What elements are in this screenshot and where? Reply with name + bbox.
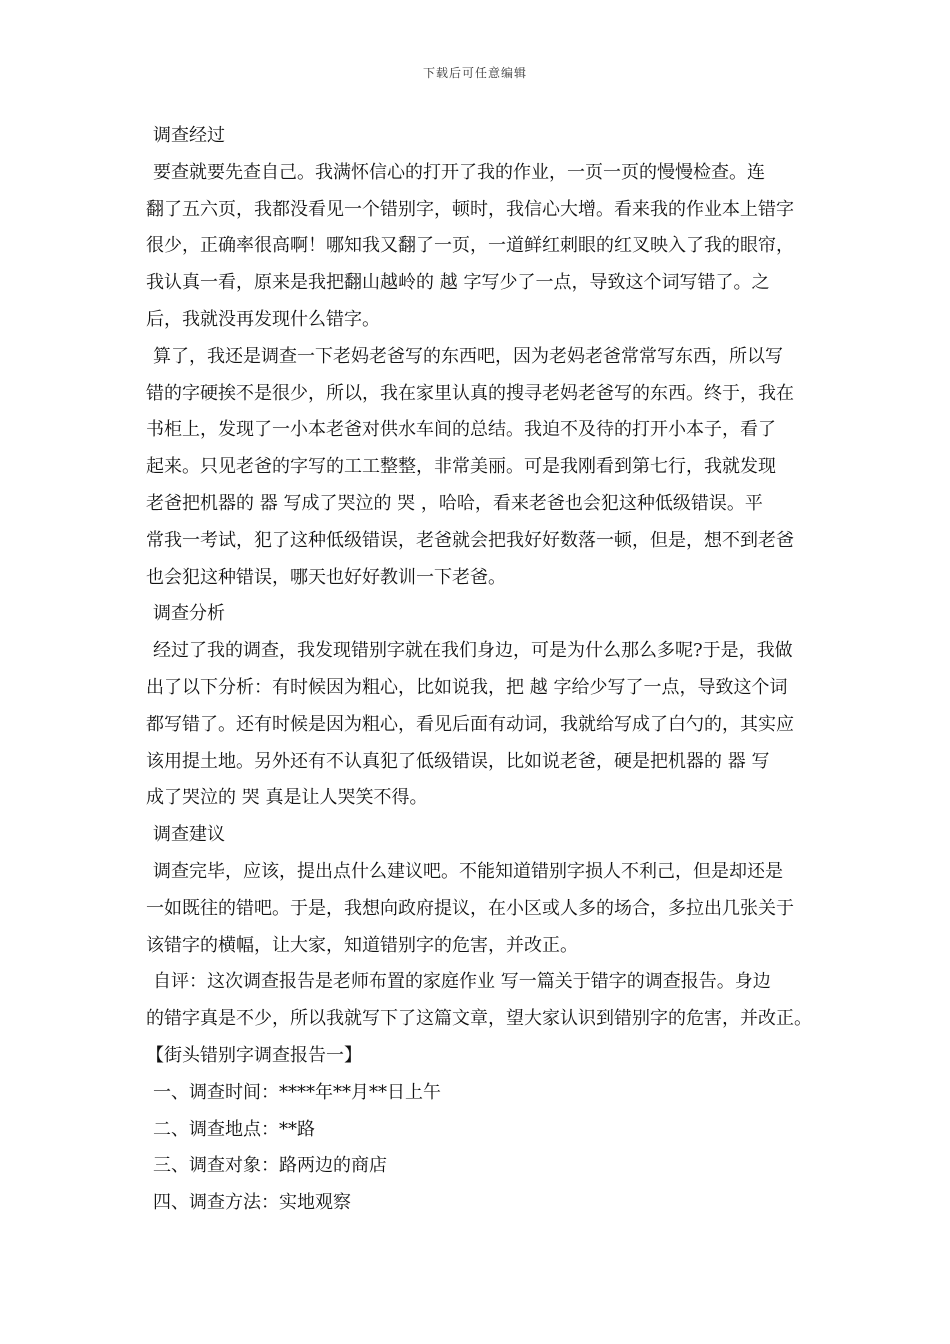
text-line: 书柜上，发现了一小本老爸对供水车间的总结。我迫不及待的打开小本子，看了	[146, 419, 776, 441]
text-line: 出了以下分析：有时候因为粗心，比如说我，把 越 字给少写了一点，导致这个词	[146, 676, 788, 698]
text-line: 该错字的横幅，让大家，知道错别字的危害，并改正。	[146, 934, 578, 956]
text-line: 起来。只见老爸的字写的工工整整，非常美丽。可是我刚看到第七行，我就发现	[146, 456, 776, 478]
text-line: 经过了我的调查，我发现错别字就在我们身边，可是为什么那么多呢?于是，我做	[153, 640, 793, 662]
paragraph-self-evaluation	[146, 964, 814, 1038]
section-heading-process: 调查经过	[153, 125, 225, 146]
section-heading-analysis: 调查分析	[153, 603, 225, 625]
paragraph-suggestion-1	[146, 854, 814, 964]
text-line: 算了，我还是调查一下老妈老爸写的东西吧，因为老妈老爸常常写东西，所以写	[153, 345, 783, 367]
text-line: 一如既往的错吧。于是，我想向政府提议，在小区或人多的场合，多拉出几张关于	[146, 897, 794, 919]
text-line: 常我一考试，犯了这种低级错误，老爸就会把我好好数落一顿，但是，想不到老爸	[146, 529, 794, 551]
text-line: 我认真一看，原来是我把翻山越岭的 越 字写少了一点，导致这个词写错了。之	[146, 272, 770, 294]
text-line: 成了哭泣的 哭 真是让人哭笑不得。	[146, 787, 428, 809]
document-body	[146, 118, 814, 1222]
paragraph-process-1	[146, 155, 814, 339]
page-header: 下载后可任意编辑	[422, 66, 527, 80]
text-line: 老爸把机器的 器 写成了哭泣的 哭 ，哈哈，看来老爸也会犯这种低级错误。平	[146, 492, 763, 514]
text-line: 调查完毕，应该，提出点什么建议吧。不能知道错别字损人不利己，但是却还是	[153, 860, 783, 882]
report-one-items	[146, 1075, 814, 1222]
text-line: 要查就要先查自己。我满怀信心的打开了我的作业，一页一页的慢慢检查。连	[153, 161, 765, 183]
report-item: 一、调查时间：****年**月**日上午	[153, 1081, 441, 1103]
text-line: 该用提土地。另外还有不认真犯了低级错误，比如说老爸，硬是把机器的 器 写	[146, 750, 770, 772]
report-item: 四、调查方法：实地观察	[153, 1192, 351, 1214]
report-one-title: 【街头错别字调查报告一】	[146, 1044, 362, 1066]
section-heading-suggestion: 调查建议	[153, 824, 225, 846]
text-line: 也会犯这种错误，哪天也好好教训一下老爸。	[146, 566, 506, 588]
paragraph-analysis-1	[146, 633, 814, 817]
text-line: 都写错了。还有时候是因为粗心，看见后面有动词，我就给写成了白勺的，其实应	[146, 713, 794, 735]
text-line: 错的字硬挨不是很少，所以，我在家里认真的搜寻老妈老爸写的东西。终于，我在	[146, 382, 794, 404]
text-line: 后，我就没再发现什么错字。	[146, 308, 380, 330]
text-line: 自评：这次调查报告是老师布置的家庭作业 写一篇关于错字的调查报告。身边	[153, 971, 771, 993]
text-line: 翻了五六页，我都没看见一个错别字，顿时，我信心大增。看来我的作业本上错字	[146, 198, 794, 220]
paragraph-process-2	[146, 339, 814, 597]
report-item: 三、调查对象：路两边的商店	[153, 1155, 387, 1177]
report-item: 二、调查地点：**路	[153, 1118, 315, 1140]
text-line: 的错字真是不少，所以我就写下了这篇文章，望大家认识到错别字的危害，并改正。	[146, 1008, 812, 1030]
text-line: 很少，正确率很高啊！哪知我又翻了一页，一道鲜红刺眼的红叉映入了我的眼帘，	[146, 235, 794, 257]
